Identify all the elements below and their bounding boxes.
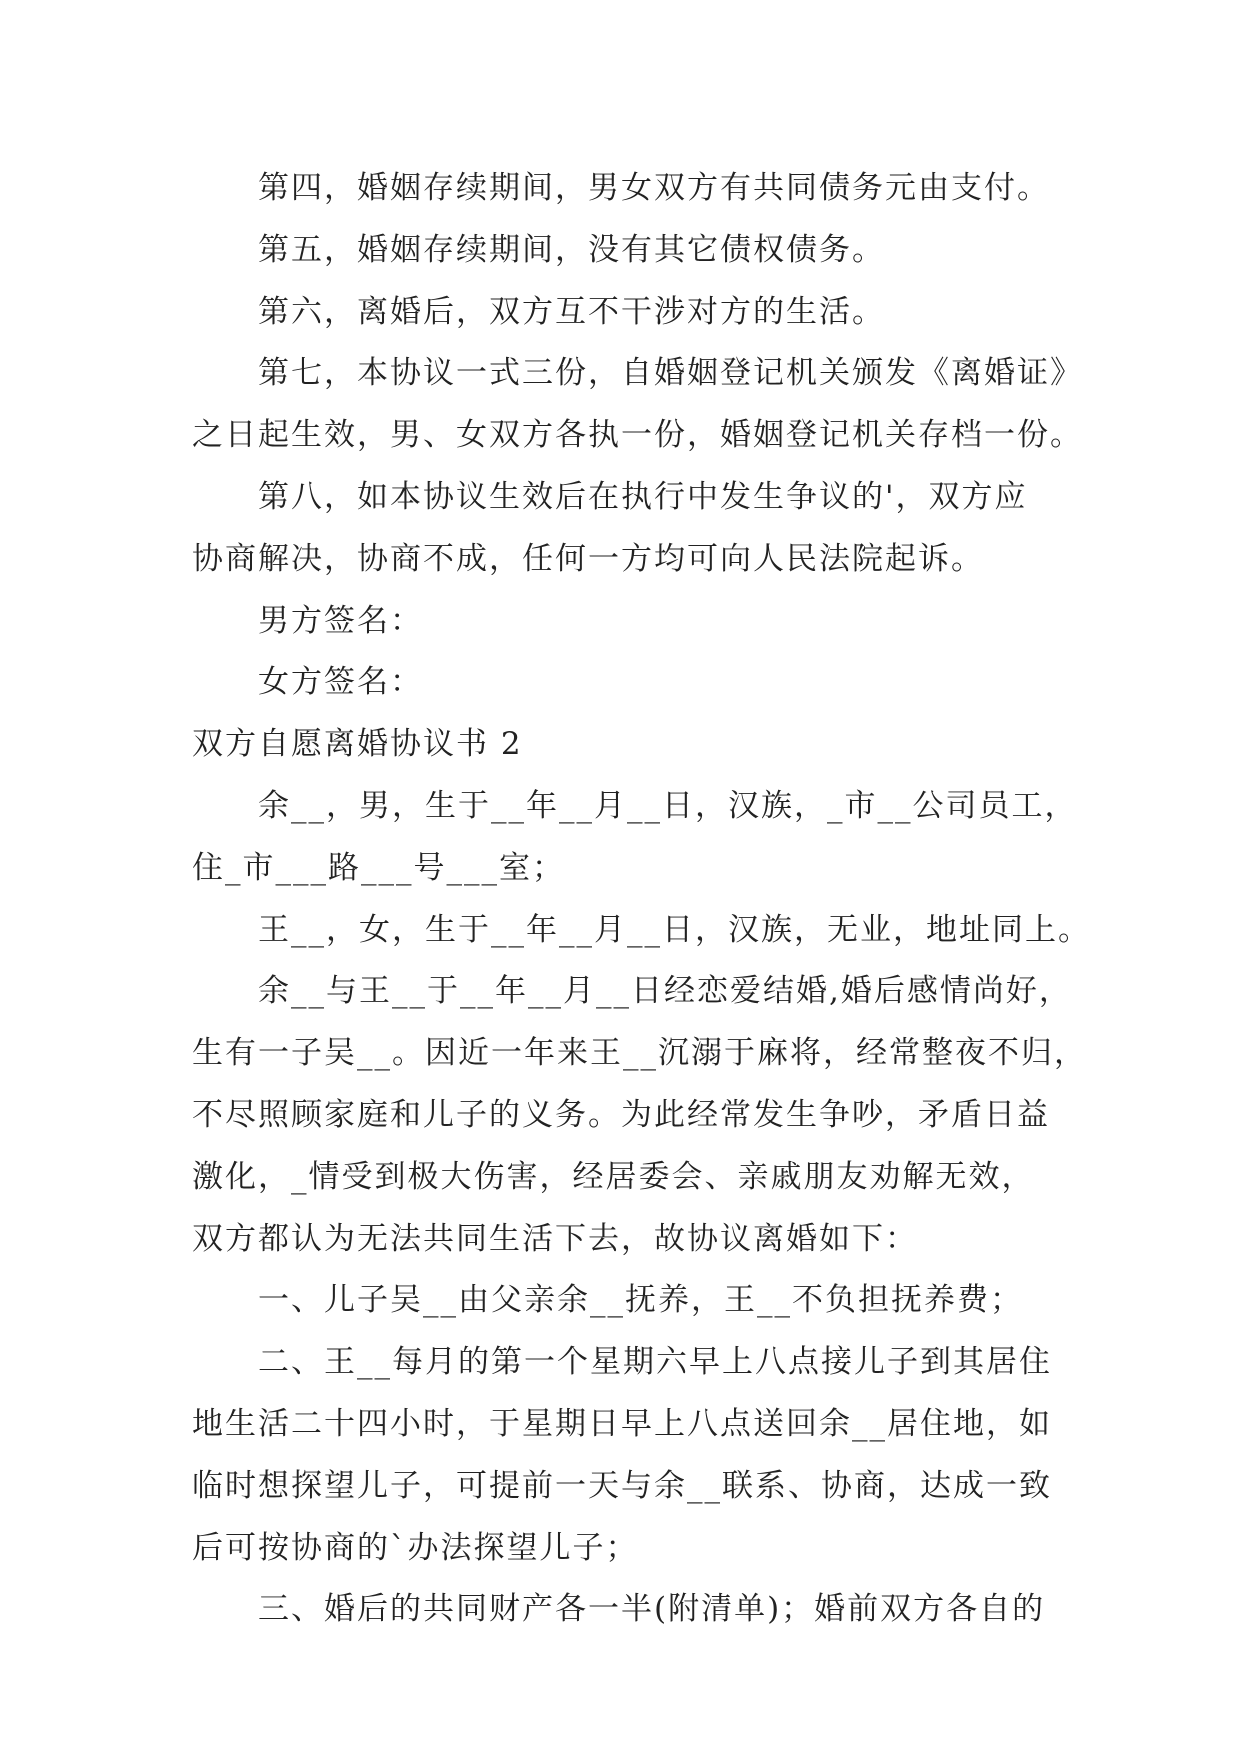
paragraph-article-5 [192, 220, 1072, 282]
text-line: 女方签名： [258, 664, 423, 701]
paragraph-article-8 [192, 467, 1072, 591]
paragraph-article-7 [192, 343, 1083, 467]
text-line: 三、婚后的共同财产各一半(附清单)；婚前双方各自的 [258, 1591, 1046, 1628]
female-signature-line [192, 652, 1072, 714]
text-line: 余__与王__于__年__月__日经恋爱结婚,婚后感情尚好， [258, 973, 1072, 1010]
text-line: 后可按协商的`办法探望儿子； [192, 1529, 639, 1566]
text-line: 住_市___路___号___室； [192, 849, 565, 886]
text-line: 第七，本协议一式三份，自婚姻登记机关颁发《离婚证》 [258, 355, 1083, 392]
text-line: 双方都认为无法共同生活下去，故协议离婚如下： [192, 1220, 918, 1257]
paragraph-article-6 [192, 282, 1072, 344]
male-signature-line [192, 591, 1072, 653]
paragraph-clause-1 [192, 1270, 1072, 1332]
text-line: 第四，婚姻存续期间，男女双方有共同债务元由支付。 [258, 170, 1050, 206]
document-body [192, 158, 1091, 1641]
paragraph-wife-info [192, 900, 1091, 962]
text-line: 二、王__每月的第一个星期六早上八点接儿子到其居住 [258, 1344, 1052, 1381]
paragraph-husband-info [192, 776, 1078, 900]
text-line: 生有一子吴__。因近一年来王__沉溺于麻将，经常整夜不归， [192, 1035, 1087, 1072]
text-line: 余__，男，生于__年__月__日，汉族，_市__公司员工， [258, 787, 1078, 824]
text-line: 之日起生效，男、女双方各执一份，婚姻登记机关存档一份。 [192, 417, 1083, 454]
text-line: 第六，离婚后，双方互不干涉对方的生活。 [258, 293, 885, 330]
text-line: 协商解决，协商不成，任何一方均可向人民法院起诉。 [192, 540, 984, 577]
paragraph-background [192, 961, 1087, 1270]
text-line: 不尽照顾家庭和儿子的义务。为此经常发生争吵，矛盾日益 [192, 1096, 1050, 1133]
paragraph-clause-3 [192, 1579, 1072, 1641]
text-line: 一、儿子吴__由父亲余__抚养，王__不负担抚养费； [258, 1282, 1023, 1319]
paragraph-clause-2 [192, 1332, 1072, 1579]
text-line: 第八，如本协议生效后在执行中发生争议的'，双方应 [258, 478, 1028, 515]
paragraph-article-4 [192, 158, 1072, 220]
text-line: 第五，婚姻存续期间，没有其它债权债务。 [258, 231, 885, 268]
text-line: 地生活二十四小时，于星期日早上八点送回余__居住地，如 [192, 1405, 1052, 1442]
agreement-heading: 双方自愿离婚协议书 2 [192, 726, 523, 763]
text-line: 临时想探望儿子，可提前一天与余__联系、协商，达成一致 [192, 1467, 1052, 1504]
text-line: 激化，_情受到极大伤害，经居委会、亲戚朋友劝解无效， [192, 1158, 1035, 1195]
text-line: 王__，女，生于__年__月__日，汉族，无业，地址同上。 [258, 911, 1091, 948]
text-line: 男方签名： [258, 602, 423, 639]
